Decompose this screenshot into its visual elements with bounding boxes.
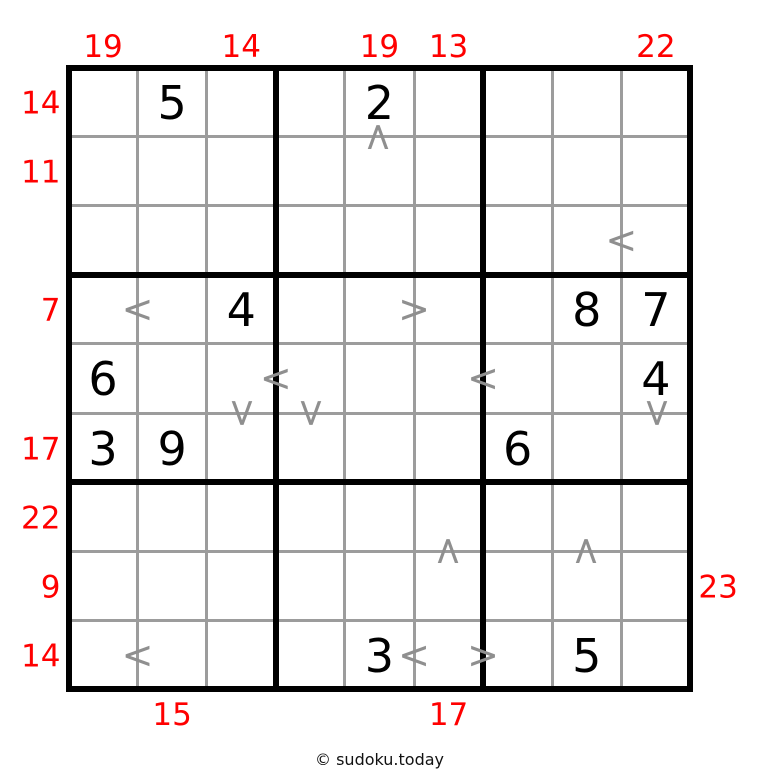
grid-line-thick [66,479,694,485]
cell-r1c1[interactable] [69,68,138,137]
inequality-up-icon: < [564,535,609,568]
grid-line-thin [69,204,691,207]
given-digit-r1c5: 2 [364,76,395,131]
cell-r2c2[interactable] [138,137,207,206]
cell-r2c6[interactable] [414,137,483,206]
cell-r8c2[interactable] [138,551,207,620]
cell-r7c3[interactable] [207,482,276,551]
cell-r1c9[interactable] [621,68,690,137]
cell-r6c6[interactable] [414,413,483,482]
given-digit-r6c2: 9 [157,421,187,476]
cell-r3c6[interactable] [414,206,483,275]
frame-clue-top-col6: 13 [428,28,469,65]
cell-r3c3[interactable] [207,206,276,275]
inequality-left-icon: < [398,632,430,677]
grid-line-thin [136,68,139,690]
cell-r3c4[interactable] [276,206,345,275]
frame-clue-left-row2: 11 [21,154,61,191]
inequality-up-icon: < [426,535,471,568]
frame-clue-bottom-col2: 15 [152,697,192,734]
cell-r6c5[interactable] [345,413,414,482]
cell-r9c3[interactable] [207,620,276,689]
cell-r7c7[interactable] [483,482,552,551]
inequality-left-icon: < [259,356,292,401]
cell-r5c5[interactable] [345,344,414,413]
cell-r6c8[interactable] [552,413,621,482]
frame-clue-top-col5: 19 [359,28,400,65]
grid-line-thick [66,272,694,278]
frame-clue-left-row8: 9 [40,569,61,606]
cell-r4c7[interactable] [483,275,552,344]
grid-line-thick [687,65,693,693]
cell-r5c2[interactable] [138,344,207,413]
cell-r1c8[interactable] [552,68,621,137]
frame-clue-left-row6: 17 [21,431,61,468]
grid-line-thin [205,68,208,690]
grid-line-thin [551,68,554,690]
grid-line-thin [69,619,691,622]
given-digit-r9c8: 5 [572,628,602,683]
inequality-left-icon: < [605,218,638,263]
frame-clue-right-row8: 23 [698,569,738,606]
inequality-left-icon: < [467,356,500,401]
cell-r7c4[interactable] [276,482,345,551]
inequality-up-icon: < [357,120,402,153]
inequality-down-icon: < [288,397,333,429]
given-digit-r9c5: 3 [364,628,395,683]
cell-r7c1[interactable] [69,482,138,551]
given-digit-r4c8: 8 [572,283,602,338]
cell-r2c3[interactable] [207,137,276,206]
frame-clue-left-row9: 14 [21,638,61,675]
given-digit-r4c9: 7 [641,283,671,338]
given-digit-r6c1: 3 [88,421,118,476]
grid-line-thin [69,342,691,345]
cell-r8c9[interactable] [621,551,690,620]
grid-line-thin [343,68,346,690]
frame-clue-top-col1: 19 [83,28,123,65]
grid-line-thin [69,412,691,415]
cell-r4c4[interactable] [276,275,345,344]
inequality-right-icon: > [398,287,430,332]
cell-r8c3[interactable] [207,551,276,620]
frame-clue-left-row4: 7 [40,292,61,329]
given-digit-r4c3: 4 [226,283,256,338]
cell-r5c8[interactable] [552,344,621,413]
cell-r7c9[interactable] [621,482,690,551]
cell-r2c7[interactable] [483,137,552,206]
cell-r1c6[interactable] [414,68,483,137]
given-digit-r6c7: 6 [503,421,533,476]
cell-r2c8[interactable] [552,137,621,206]
cell-r3c2[interactable] [138,206,207,275]
grid-line-thin [620,68,623,690]
cell-r9c4[interactable] [276,620,345,689]
inequality-right-icon: > [467,632,500,677]
cell-r3c5[interactable] [345,206,414,275]
frame-clue-top-col9: 22 [636,28,676,65]
cell-r8c4[interactable] [276,551,345,620]
cell-r1c3[interactable] [207,68,276,137]
cell-r9c9[interactable] [621,620,690,689]
given-digit-r5c9: 4 [641,352,671,407]
cell-r2c4[interactable] [276,137,345,206]
frame-clue-left-row1: 14 [21,85,61,122]
cell-r2c1[interactable] [69,137,138,206]
inequality-down-icon: < [219,397,264,429]
grid-line-thick [66,65,72,693]
cell-r1c4[interactable] [276,68,345,137]
grid-line-thick [66,686,694,692]
cell-r1c7[interactable] [483,68,552,137]
cell-r3c1[interactable] [69,206,138,275]
frame-clue-bottom-col6: 17 [428,697,469,734]
cell-r2c9[interactable] [621,137,690,206]
grid-line-thick [66,65,694,71]
cell-r8c1[interactable] [69,551,138,620]
copyright: © sudoku.today [315,750,444,769]
given-digit-r5c1: 6 [88,352,118,407]
inequality-left-icon: < [121,632,154,677]
inequality-left-icon: < [121,287,154,332]
inequality-down-icon: < [633,397,678,429]
cell-r3c7[interactable] [483,206,552,275]
cell-r8c7[interactable] [483,551,552,620]
cell-r8c5[interactable] [345,551,414,620]
frame-clue-left-row7: 22 [21,500,61,537]
cell-r7c5[interactable] [345,482,414,551]
given-digit-r1c2: 5 [157,76,187,131]
grid-line-thin [413,68,416,690]
cell-r7c2[interactable] [138,482,207,551]
frame-clue-top-col3: 14 [221,28,261,65]
